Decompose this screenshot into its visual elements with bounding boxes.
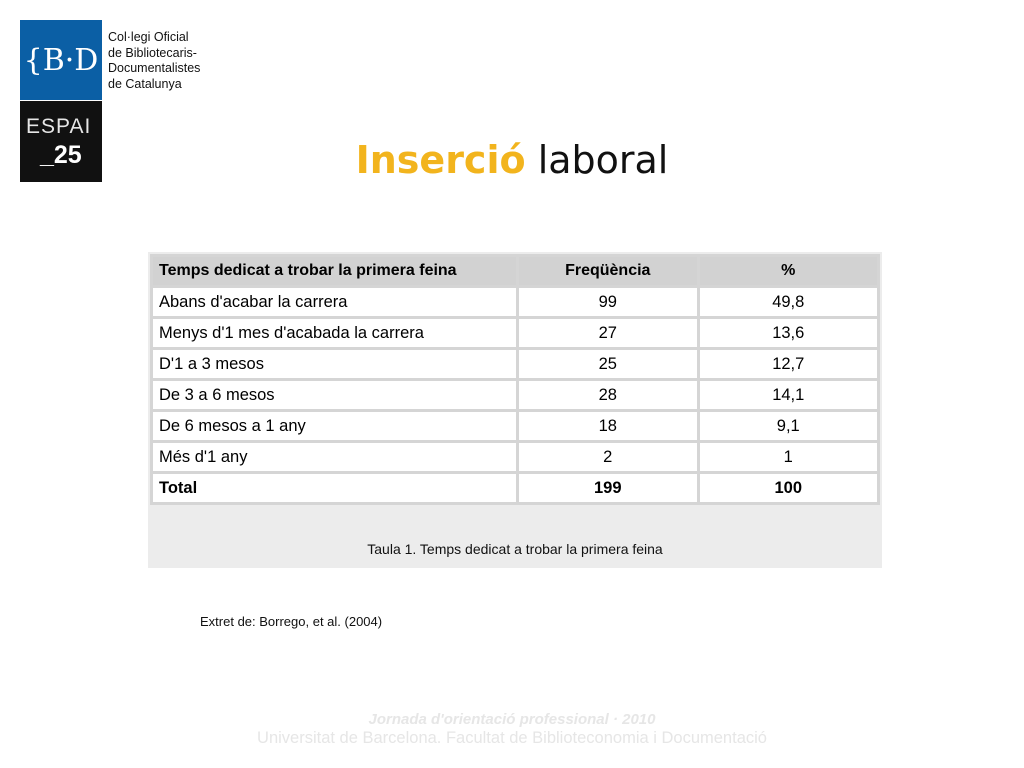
table-row <box>153 350 877 378</box>
bd-logo-mark: {B·D <box>23 42 99 78</box>
footer-event: Jornada d'orientació professional · 2010 <box>368 711 656 728</box>
table-cell: De 6 mesos a 1 any <box>153 412 516 440</box>
table-cell: 14,1 <box>700 381 878 409</box>
table-cell: D'1 a 3 mesos <box>153 350 516 378</box>
espai-number: _25 <box>40 141 82 169</box>
org-name-line: de Catalunya <box>108 76 182 91</box>
table-row <box>153 381 877 409</box>
column-header: Temps dedicat a trobar la primera feina <box>153 257 516 285</box>
table-row <box>153 319 877 347</box>
org-name-line: Documentalistes <box>108 61 201 75</box>
table-cell: 12,7 <box>700 350 878 378</box>
table-row <box>153 443 877 471</box>
table-header-row <box>153 257 877 285</box>
source-citation: Extret de: Borrego, et al. (2004) <box>200 614 383 629</box>
table-cell: Total <box>153 474 516 502</box>
table-cell: Menys d'1 mes d'acabada la carrera <box>153 319 516 347</box>
table-cell: 1 <box>700 443 878 471</box>
table-figure <box>148 252 882 568</box>
espai-label: ESPAI <box>26 115 92 138</box>
table-cell: 100 <box>700 474 878 502</box>
table-cell: 49,8 <box>700 288 878 316</box>
org-name-line: Col·legi Oficial <box>108 30 189 44</box>
table-cell: 2 <box>519 443 696 471</box>
slide-title-accent: Inserció <box>355 138 526 182</box>
table-cell: 27 <box>519 319 696 347</box>
data-table <box>150 254 880 505</box>
table-total-row <box>153 474 877 502</box>
table-cell: 9,1 <box>700 412 878 440</box>
slide-title-rest: laboral <box>537 138 669 182</box>
table-cell: 25 <box>519 350 696 378</box>
table-cell: 28 <box>519 381 696 409</box>
table-cell: De 3 a 6 mesos <box>153 381 516 409</box>
table-cell: 13,6 <box>700 319 878 347</box>
table-cell: 99 <box>519 288 696 316</box>
footer-institution: Universitat de Barcelona. Facultat de Biblioteconomia i Documentació <box>257 729 767 747</box>
bd-logo <box>20 20 102 100</box>
table-caption: Taula 1. Temps dedicat a trobar la primera feina <box>367 541 663 557</box>
table-cell: Abans d'acabar la carrera <box>153 288 516 316</box>
org-name-line: de Bibliotecaris- <box>108 45 197 60</box>
table-row <box>153 288 877 316</box>
table-cell: 199 <box>519 474 696 502</box>
column-header: % <box>700 257 878 285</box>
column-header: Freqüència <box>519 257 696 285</box>
table-row <box>153 412 877 440</box>
slide-footer <box>0 711 1024 748</box>
org-name <box>108 30 200 92</box>
table-cell: Més d'1 any <box>153 443 516 471</box>
table-cell: 18 <box>519 412 696 440</box>
slide-title <box>0 138 1024 182</box>
